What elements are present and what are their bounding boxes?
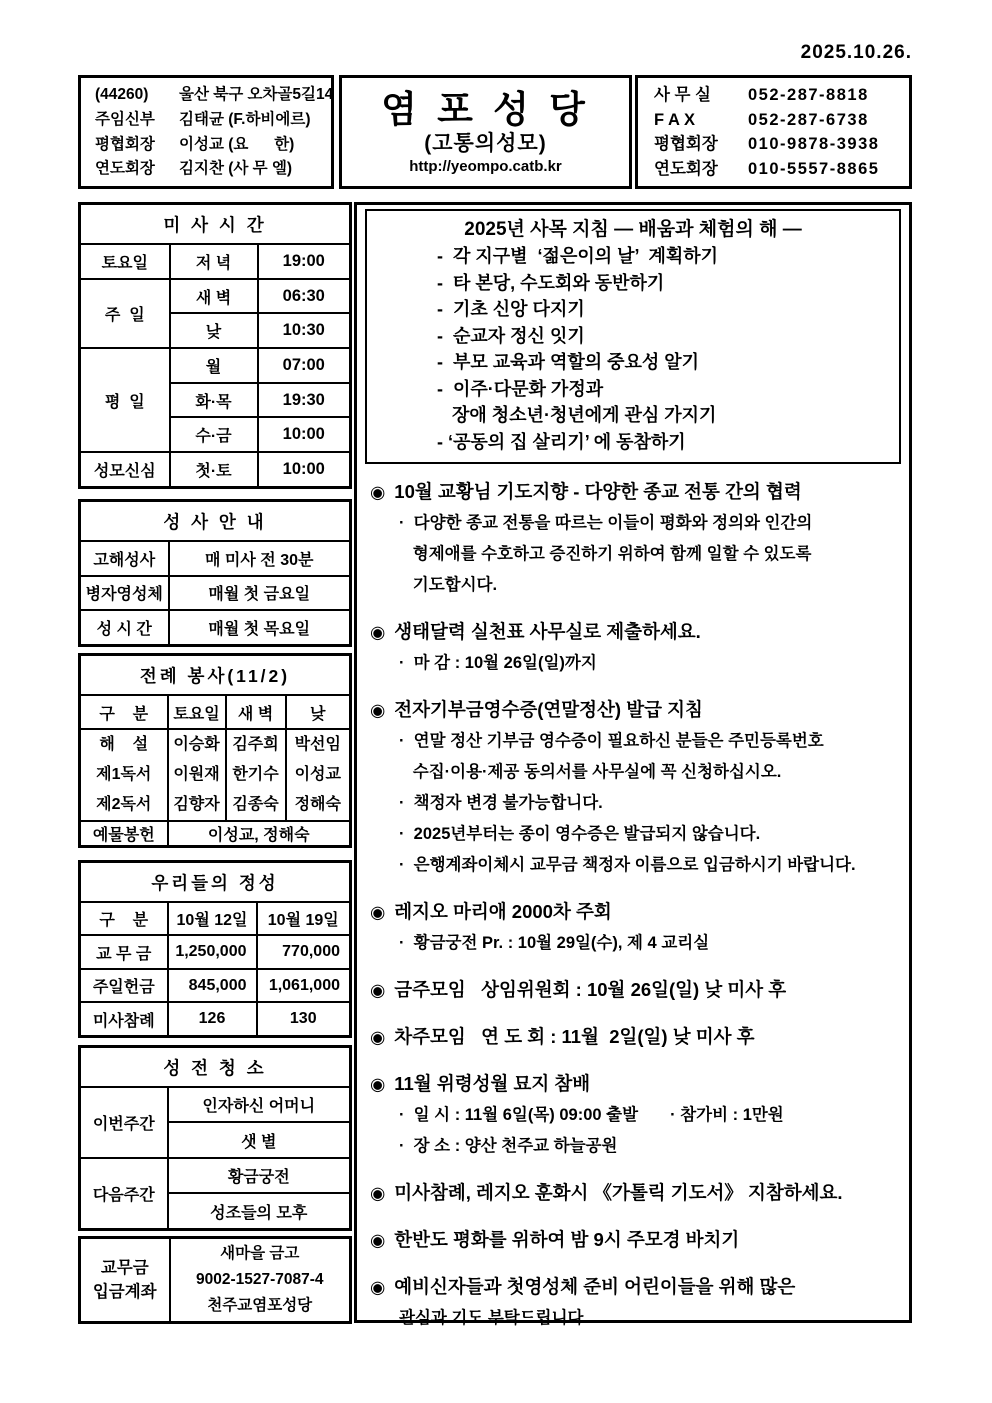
contact-label: 연도회장 — [654, 159, 718, 178]
announcement — [370, 1224, 901, 1256]
parish-info-box — [78, 75, 334, 189]
pastoral-item: - ‘공동의 집 살리기’ 에 동참하기 — [437, 431, 686, 452]
table-row — [80, 452, 351, 487]
table-cell: 구 분 — [80, 695, 168, 729]
table-cell: 19:00 — [258, 244, 351, 279]
issue-date: 2025.10.26. — [800, 42, 912, 63]
table-cell: 교무금 입금계좌 — [80, 1238, 170, 1323]
table-row — [80, 348, 351, 383]
table-cell: 새 벽 — [226, 695, 286, 729]
table-cell: 130 — [257, 1002, 351, 1036]
table-cell: 낮 — [170, 313, 258, 348]
table-cell: 이성교, 정해숙 — [168, 821, 351, 847]
announcement-title: ◉ 11월 위령성월 묘지 참배 — [370, 1073, 591, 1094]
parish-url: http://yeompo.catb.kr — [409, 158, 562, 176]
table-cell: 다음주간 — [80, 1158, 168, 1230]
bullet-icon: ◉ — [370, 1277, 386, 1297]
table-cell: 구 분 — [80, 902, 168, 935]
table-cell: 이승화 이원재 김향자 — [168, 729, 226, 821]
contact-label: 평협회장 — [654, 135, 718, 153]
info-label: 주임신부 — [95, 110, 155, 128]
table-cell: 성조들의 모후 — [168, 1193, 351, 1229]
contact-value: 052-287-6738 — [748, 110, 869, 129]
sidebar — [78, 202, 352, 1324]
table-cell: 박선임 이성교 정해숙 — [286, 729, 351, 821]
bullet-icon: ◉ — [370, 700, 386, 720]
announcement — [370, 616, 901, 679]
account-table — [78, 1236, 352, 1324]
table-cell: 770,000 — [257, 935, 351, 968]
announcement-title: ◉ 전자기부금영수증(연말정산) 발급 지침 — [370, 699, 703, 720]
donations-table — [78, 860, 352, 1038]
announcement-line: 기도합시다. — [399, 576, 498, 594]
pastoral-item: - 기초 신앙 다지기 — [437, 299, 585, 319]
bullet-icon: ◉ — [370, 482, 386, 502]
table-cell: 샛 별 — [168, 1122, 351, 1157]
bullet-icon: ◉ — [370, 980, 386, 1000]
table-cell: 1,061,000 — [257, 969, 351, 1002]
sacraments-table — [78, 499, 352, 647]
table-row — [80, 279, 351, 314]
bullet-icon: ◉ — [370, 1074, 386, 1094]
header — [78, 75, 912, 189]
table-cell: 10:00 — [258, 452, 351, 487]
table-row — [80, 1238, 351, 1323]
table-row — [80, 821, 351, 847]
table-cell: 고해성사 — [80, 541, 169, 576]
table-cell: 10월 12일 — [168, 902, 257, 935]
pastoral-item: 장애 청소년·청년에게 관심 가지기 — [437, 405, 717, 425]
announcement-line: · 일 시 : 11월 6일(목) 09:00 출발 · 참가비 : 1만원 — [399, 1106, 784, 1124]
announcement — [370, 476, 901, 601]
info-value: 울산 북구 오차골5길14 — [179, 86, 334, 103]
info-label: 평협회장 — [95, 135, 155, 153]
announcement-line: · 책정자 변경 불가능합니다. — [399, 794, 603, 812]
table-cell: 주 일 — [80, 279, 170, 348]
announcement — [370, 1021, 901, 1053]
table-title: 전례 봉사(11/2) — [80, 655, 351, 696]
table-cell: 화·목 — [170, 383, 258, 418]
table-row — [80, 1158, 351, 1193]
contact-row — [654, 136, 903, 153]
announcement-title: ◉ 차주모임 연 도 회 : 11월 2일(일) 낮 미사 후 — [370, 1026, 755, 1047]
info-value: 김지찬 (사 무 엘) — [179, 160, 293, 178]
contact-value: 010-9878-3938 — [748, 135, 880, 153]
table-row — [80, 1087, 351, 1122]
announcement-line: · 황금궁전 Pr. : 10월 29일(수), 제 4 교리실 — [399, 934, 710, 952]
parish-title-box — [339, 75, 632, 189]
table-cell: 07:00 — [258, 348, 351, 383]
table-cell: 06:30 — [258, 279, 351, 314]
table-cell: 845,000 — [168, 969, 257, 1002]
table-cell: 낮 — [286, 695, 351, 729]
cleaning-table — [78, 1045, 352, 1231]
table-cell: 1,250,000 — [168, 935, 257, 968]
contact-label: F A X — [654, 110, 695, 129]
announcement-line: · 2025년부터는 종이 영수증은 발급되지 않습니다. — [399, 825, 761, 843]
table-cell: 매월 첫 목요일 — [169, 610, 351, 645]
table-row — [80, 244, 351, 279]
pastoral-item: - 순교자 정신 잇기 — [437, 325, 585, 346]
table-cell: 10:00 — [258, 417, 351, 452]
table-cell: 새 벽 — [170, 279, 258, 314]
announcement-title: ◉ 레지오 마리애 2000차 주회 — [370, 901, 612, 922]
announcement-line: · 마 감 : 10월 26일(일)까지 — [399, 654, 597, 672]
announcement-title: ◉ 금주모임 상임위원회 : 10월 26일(일) 낮 미사 후 — [370, 979, 787, 1000]
bullet-icon: ◉ — [370, 622, 386, 642]
table-cell: 19:30 — [258, 383, 351, 418]
table-cell: 저 녁 — [170, 244, 258, 279]
announcement-title: ◉ 한반도 평화를 위하여 밤 9시 주모경 바치기 — [370, 1229, 740, 1250]
bullet-icon: ◉ — [370, 1230, 386, 1250]
announcements-list — [370, 476, 901, 1334]
table-cell: 황금궁전 — [168, 1158, 351, 1193]
info-row — [95, 112, 323, 128]
announcement — [370, 694, 901, 881]
table-cell: 매월 첫 금요일 — [169, 576, 351, 611]
contact-value: 010-5557-8865 — [748, 159, 880, 178]
bullet-icon: ◉ — [370, 1183, 386, 1203]
info-value: 이성교 (요 한) — [179, 135, 295, 153]
table-cell: 김주희 한기수 김종숙 — [226, 729, 286, 821]
table-cell: 해 설 제1독서 제2독서 — [80, 729, 168, 821]
announcement-line: 수집·이용·제공 동의서를 사무실에 꼭 신청하십시오. — [399, 763, 782, 781]
announcement — [370, 1271, 901, 1334]
table-row — [80, 1002, 351, 1036]
parish-title: 염 포 성 당 — [381, 89, 590, 131]
table-row — [80, 576, 351, 611]
table-cell: 교 무 금 — [80, 935, 168, 968]
table-row — [80, 610, 351, 645]
announcement-line: 관심과 기도 부탁드립니다. — [399, 1309, 589, 1327]
announcement-line: · 연말 정산 기부금 영수증이 필요하신 분들은 주민등록번호 — [399, 732, 824, 750]
contact-box — [635, 75, 912, 189]
info-row — [95, 161, 323, 177]
announcement — [370, 1177, 901, 1209]
table-cell: 126 — [168, 1002, 257, 1036]
announcement — [370, 1068, 901, 1162]
pastoral-item: - 이주·다문화 가정과 — [437, 378, 604, 399]
contact-label: 사 무 실 — [654, 86, 711, 104]
contact-row — [654, 161, 903, 178]
table-cell: 토요일 — [80, 244, 170, 279]
info-label: 연도회장 — [95, 160, 155, 178]
table-row — [80, 935, 351, 968]
announcement-line: · 다양한 종교 전통을 따르는 이들이 평화와 정의와 인간의 — [399, 514, 813, 532]
table-cell: 성모신심 — [80, 452, 170, 487]
announcement-line: · 장 소 : 양산 천주교 하늘공원 — [399, 1137, 618, 1155]
table-title: 성 사 안 내 — [80, 501, 351, 542]
liturgy-table — [78, 653, 352, 848]
announcement — [370, 896, 901, 959]
table-row — [80, 969, 351, 1002]
pastoral-item: - 각 지구별 ‘젊은이의 날’ 계획하기 — [437, 246, 719, 266]
table-row — [80, 695, 351, 729]
announcement-line: · 은행계좌이체시 교무금 책정자 이름으로 입금하시기 바랍니다. — [399, 856, 856, 874]
table-cell: 월 — [170, 348, 258, 383]
pastoral-guidelines-box — [365, 209, 901, 464]
table-row — [80, 902, 351, 935]
table-cell: 병자영성체 — [80, 576, 169, 611]
table-title: 미 사 시 간 — [80, 204, 351, 245]
table-cell: 평 일 — [80, 348, 170, 452]
main-column — [354, 202, 912, 1327]
table-cell: 예물봉헌 — [80, 821, 168, 847]
bullet-icon: ◉ — [370, 902, 386, 922]
mass-times-table — [78, 202, 352, 489]
parish-subtitle: (고통의성모) — [424, 131, 547, 155]
table-cell: 인자하신 어머니 — [168, 1087, 351, 1122]
announcement — [370, 974, 901, 1006]
bullet-icon: ◉ — [370, 1027, 386, 1047]
info-row — [95, 86, 334, 103]
info-value: 김태균 (F.하비에르) — [179, 110, 311, 128]
table-cell: 수·금 — [170, 417, 258, 452]
table-cell: 주일헌금 — [80, 969, 168, 1002]
table-row — [80, 729, 351, 821]
announcement-title: ◉ 10월 교황님 기도지향 - 다양한 종교 전통 간의 협력 — [370, 481, 802, 502]
info-row — [95, 137, 323, 153]
table-cell: 성 시 간 — [80, 610, 169, 645]
table-title: 우리들의 정성 — [80, 862, 351, 903]
contact-value: 052-287-8818 — [748, 86, 869, 104]
table-row — [80, 541, 351, 576]
table-cell: 매 미사 전 30분 — [169, 541, 351, 576]
table-cell: 이번주간 — [80, 1087, 168, 1158]
table-cell: 토요일 — [168, 695, 226, 729]
announcement-title: ◉ 예비신자들과 첫영성체 준비 어린이들을 위해 많은 — [370, 1276, 796, 1297]
announcement-title: ◉ 생태달력 실천표 사무실로 제출하세요. — [370, 621, 701, 642]
table-cell: 10:30 — [258, 313, 351, 348]
table-cell: 첫·토 — [170, 452, 258, 487]
contact-row — [654, 87, 903, 104]
pastoral-item: - 부모 교육과 역할의 중요성 알기 — [437, 352, 700, 372]
table-cell: 미사참례 — [80, 1002, 168, 1036]
announcement-title: ◉ 미사참례, 레지오 훈화시 《가톨릭 기도서》 지참하세요. — [370, 1182, 843, 1203]
announcement-line: 형제애를 수호하고 증진하기 위하여 함께 일할 수 있도록 — [399, 545, 812, 563]
pastoral-title: 2025년 사목 지침 — 배움과 체험의 해 — — [464, 219, 802, 240]
pastoral-item: - 타 본당, 수도회와 동반하기 — [437, 272, 665, 293]
info-label: (44260) — [95, 86, 149, 103]
contact-row — [654, 112, 903, 129]
table-cell: 새마을 금고 9002-1527-7087-4 천주교염포성당 — [170, 1238, 351, 1323]
table-cell: 10월 19일 — [257, 902, 351, 935]
table-title: 성 전 청 소 — [80, 1047, 351, 1088]
